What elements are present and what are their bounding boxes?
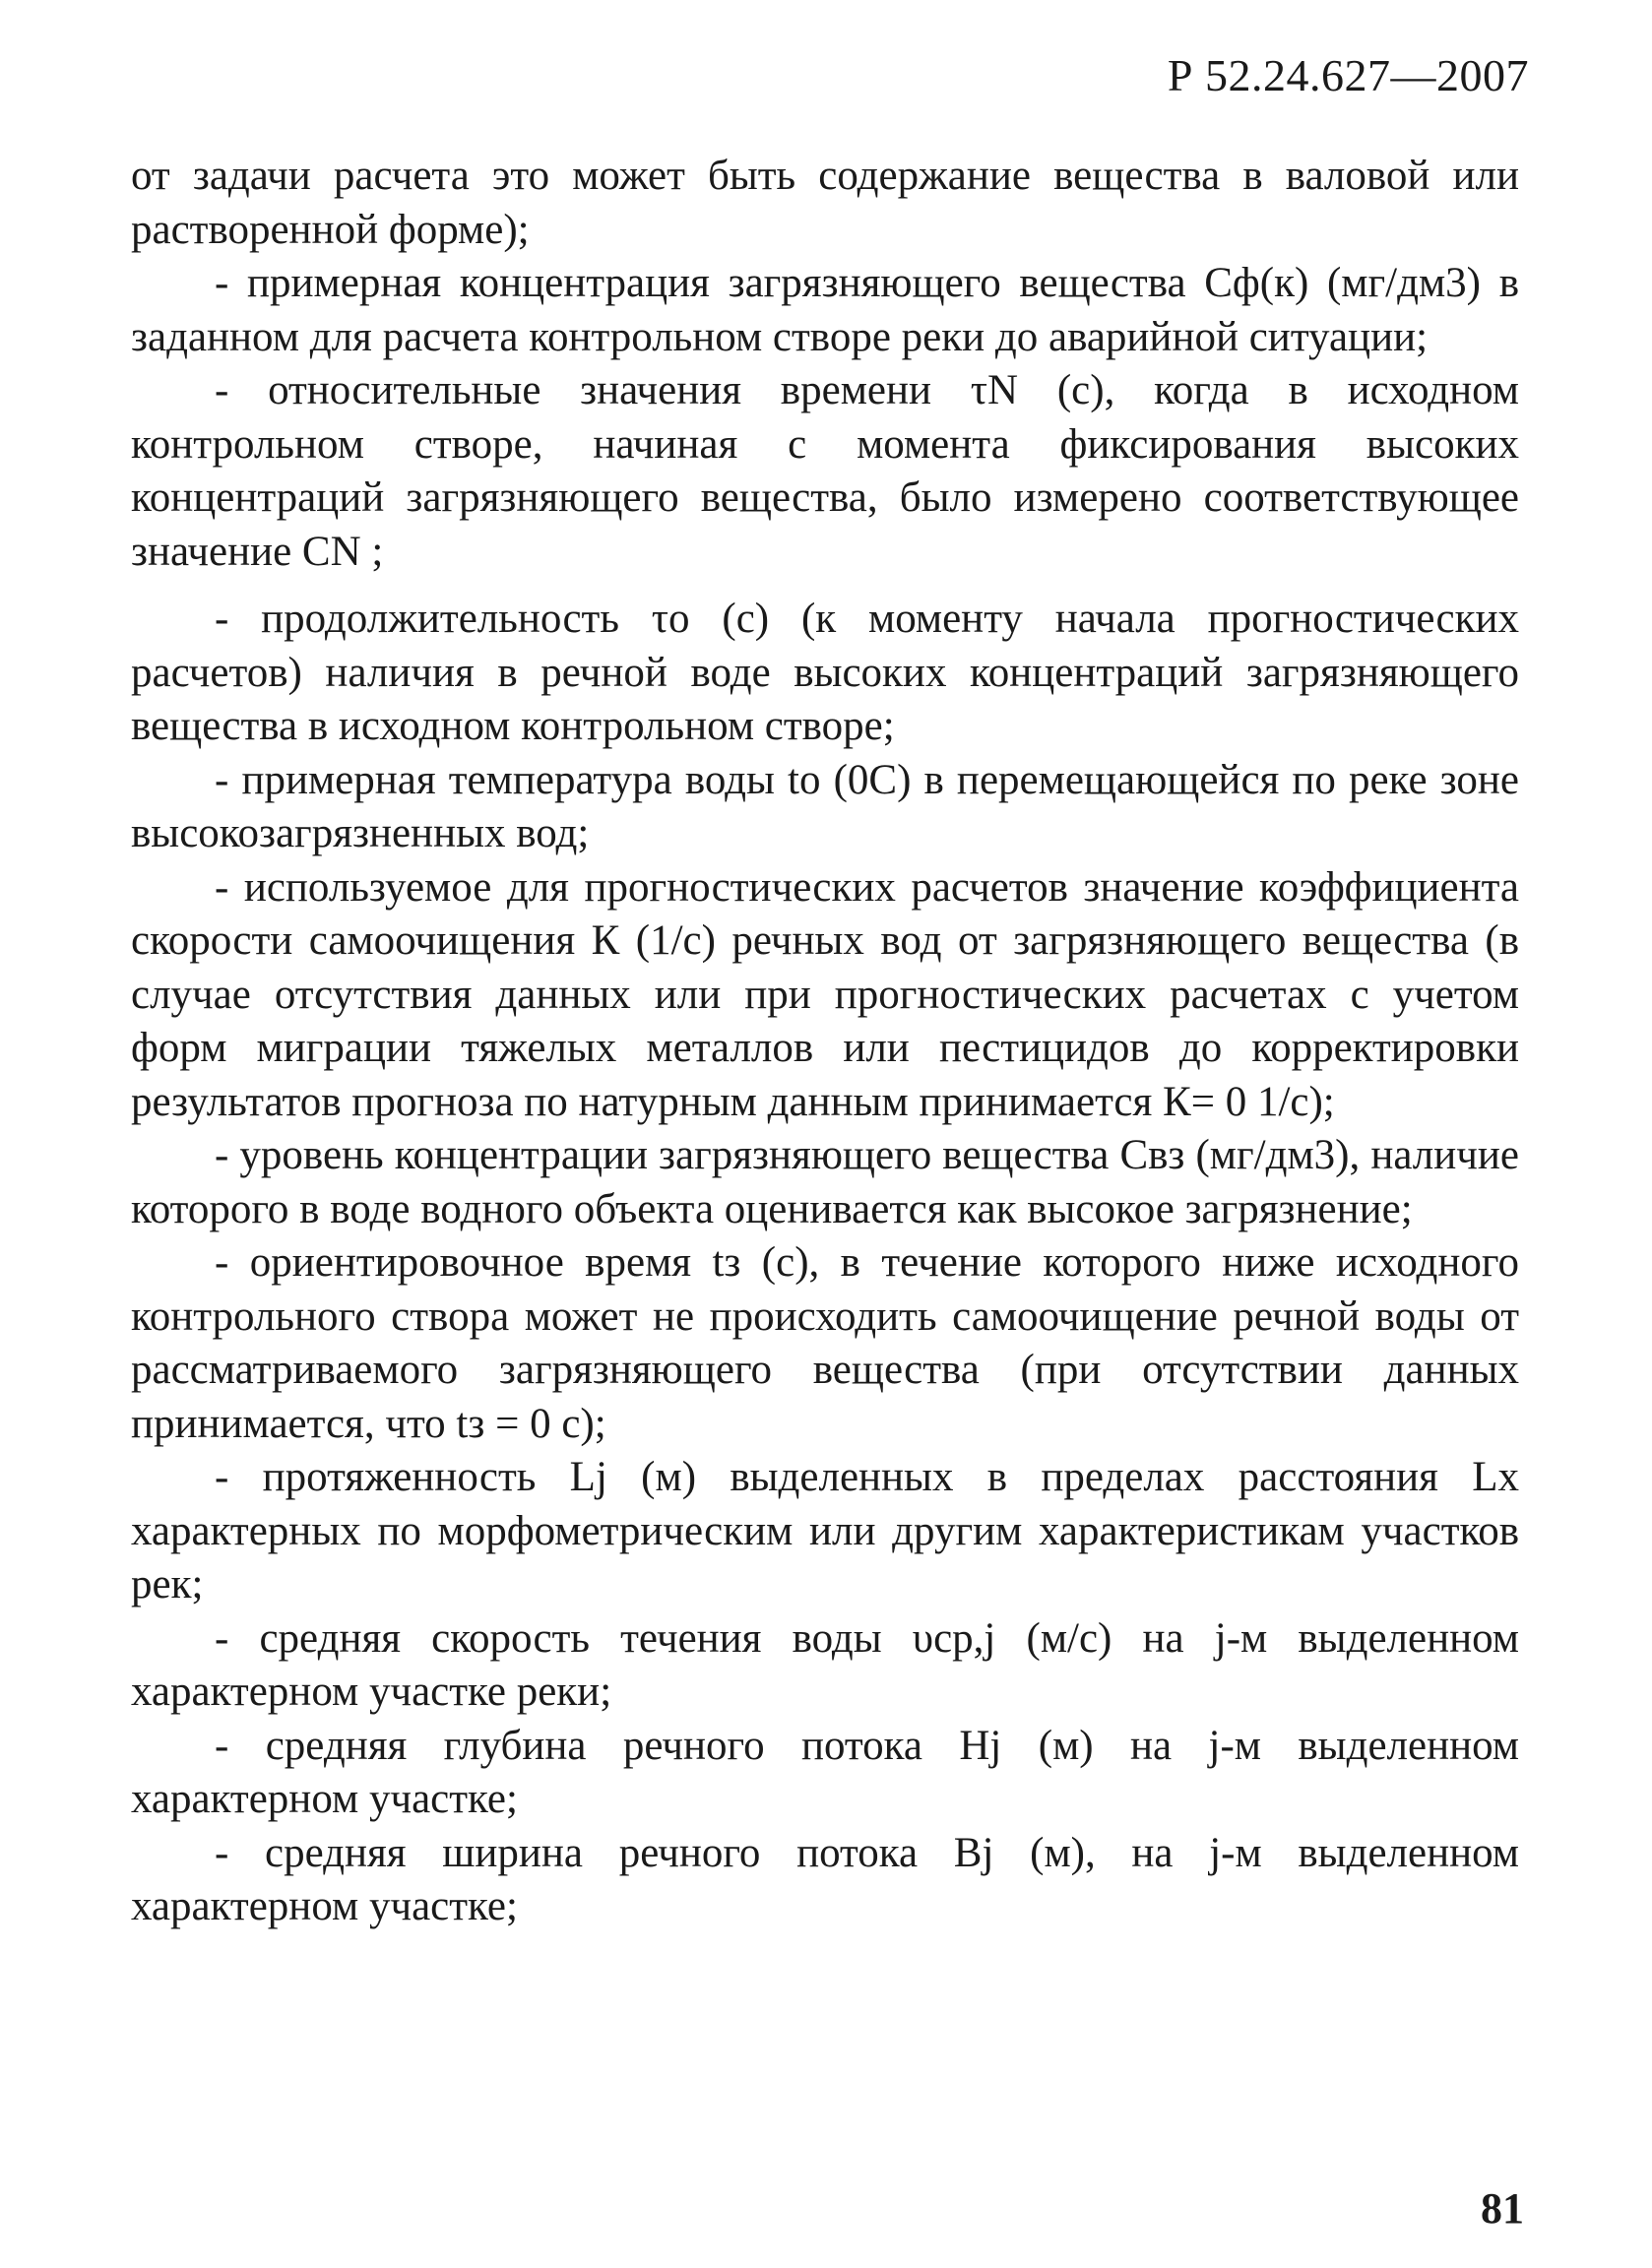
paragraph: от задачи расчета это может быть содержание вещества в валовой или растворенной форме);	[131, 153, 1519, 253]
paragraph: - средняя скорость течения воды υср,j (м/с) на j-м выделенном характерном участке реки;	[131, 1614, 1519, 1715]
body-text	[131, 150, 1519, 1934]
paragraph: - примерная температура воды to (0С) в перемещающейся по реке зоне высокозагрязненных вод;	[131, 756, 1519, 856]
page-number: 81	[1481, 2184, 1524, 2233]
paragraph: - средняя глубина речного потока Hj (м) на j-м выделенном характерном участке;	[131, 1722, 1519, 1822]
document-code: Р 52.24.627—2007	[1167, 50, 1529, 100]
paragraph: - продолжительность τо (с) (к моменту начала прогностических расчетов) наличия в речной воде высоких концентраций загрязняющего вещества в исходном контрольном створе;	[131, 596, 1519, 749]
paragraph: - примерная концентрация загрязняющего вещества Сф(к) (мг/дм3) в заданном для расчета контрольном створе реки до аварийной ситуации;	[131, 260, 1519, 360]
paragraph: - используемое для прогностических расчетов значение коэффициента скорости самоочищения К (1/с) речных вод от загрязняющего вещества (в случае отсутствия данных или при прогностических расчетах с учетом форм миграции тяжелых металлов или пестицидов до корректировки результатов прогноза по натурным данным принимается К= 0 1/с);	[131, 863, 1519, 1125]
paragraph: - ориентировочное время tз (с), в течение которого ниже исходного контрольного створа может не происходить самоочищение речной воды от рассматриваемого загрязняющего вещества (при отсутствии данных принимается, что tз = 0 с);	[131, 1239, 1519, 1447]
paragraph: - уровень концентрации загрязняющего вещества Свз (мг/дм3), наличие которого в воде водного объекта оценивается как высокое загрязнение;	[131, 1132, 1519, 1232]
paragraph: - протяженность Lj (м) выделенных в пределах расстояния Lx характерных по морфометрическим или другим характеристикам участков рек;	[131, 1454, 1519, 1607]
paragraph: - относительные значения времени τN (с), когда в исходном контрольном створе, начиная с момента фиксирования высоких концентраций загрязняющего вещества, было измерено соответствующее значение CN ;	[131, 367, 1519, 575]
paragraph: - средняя ширина речного потока Bj (м), на j-м выделенном характерном участке;	[131, 1829, 1519, 1929]
